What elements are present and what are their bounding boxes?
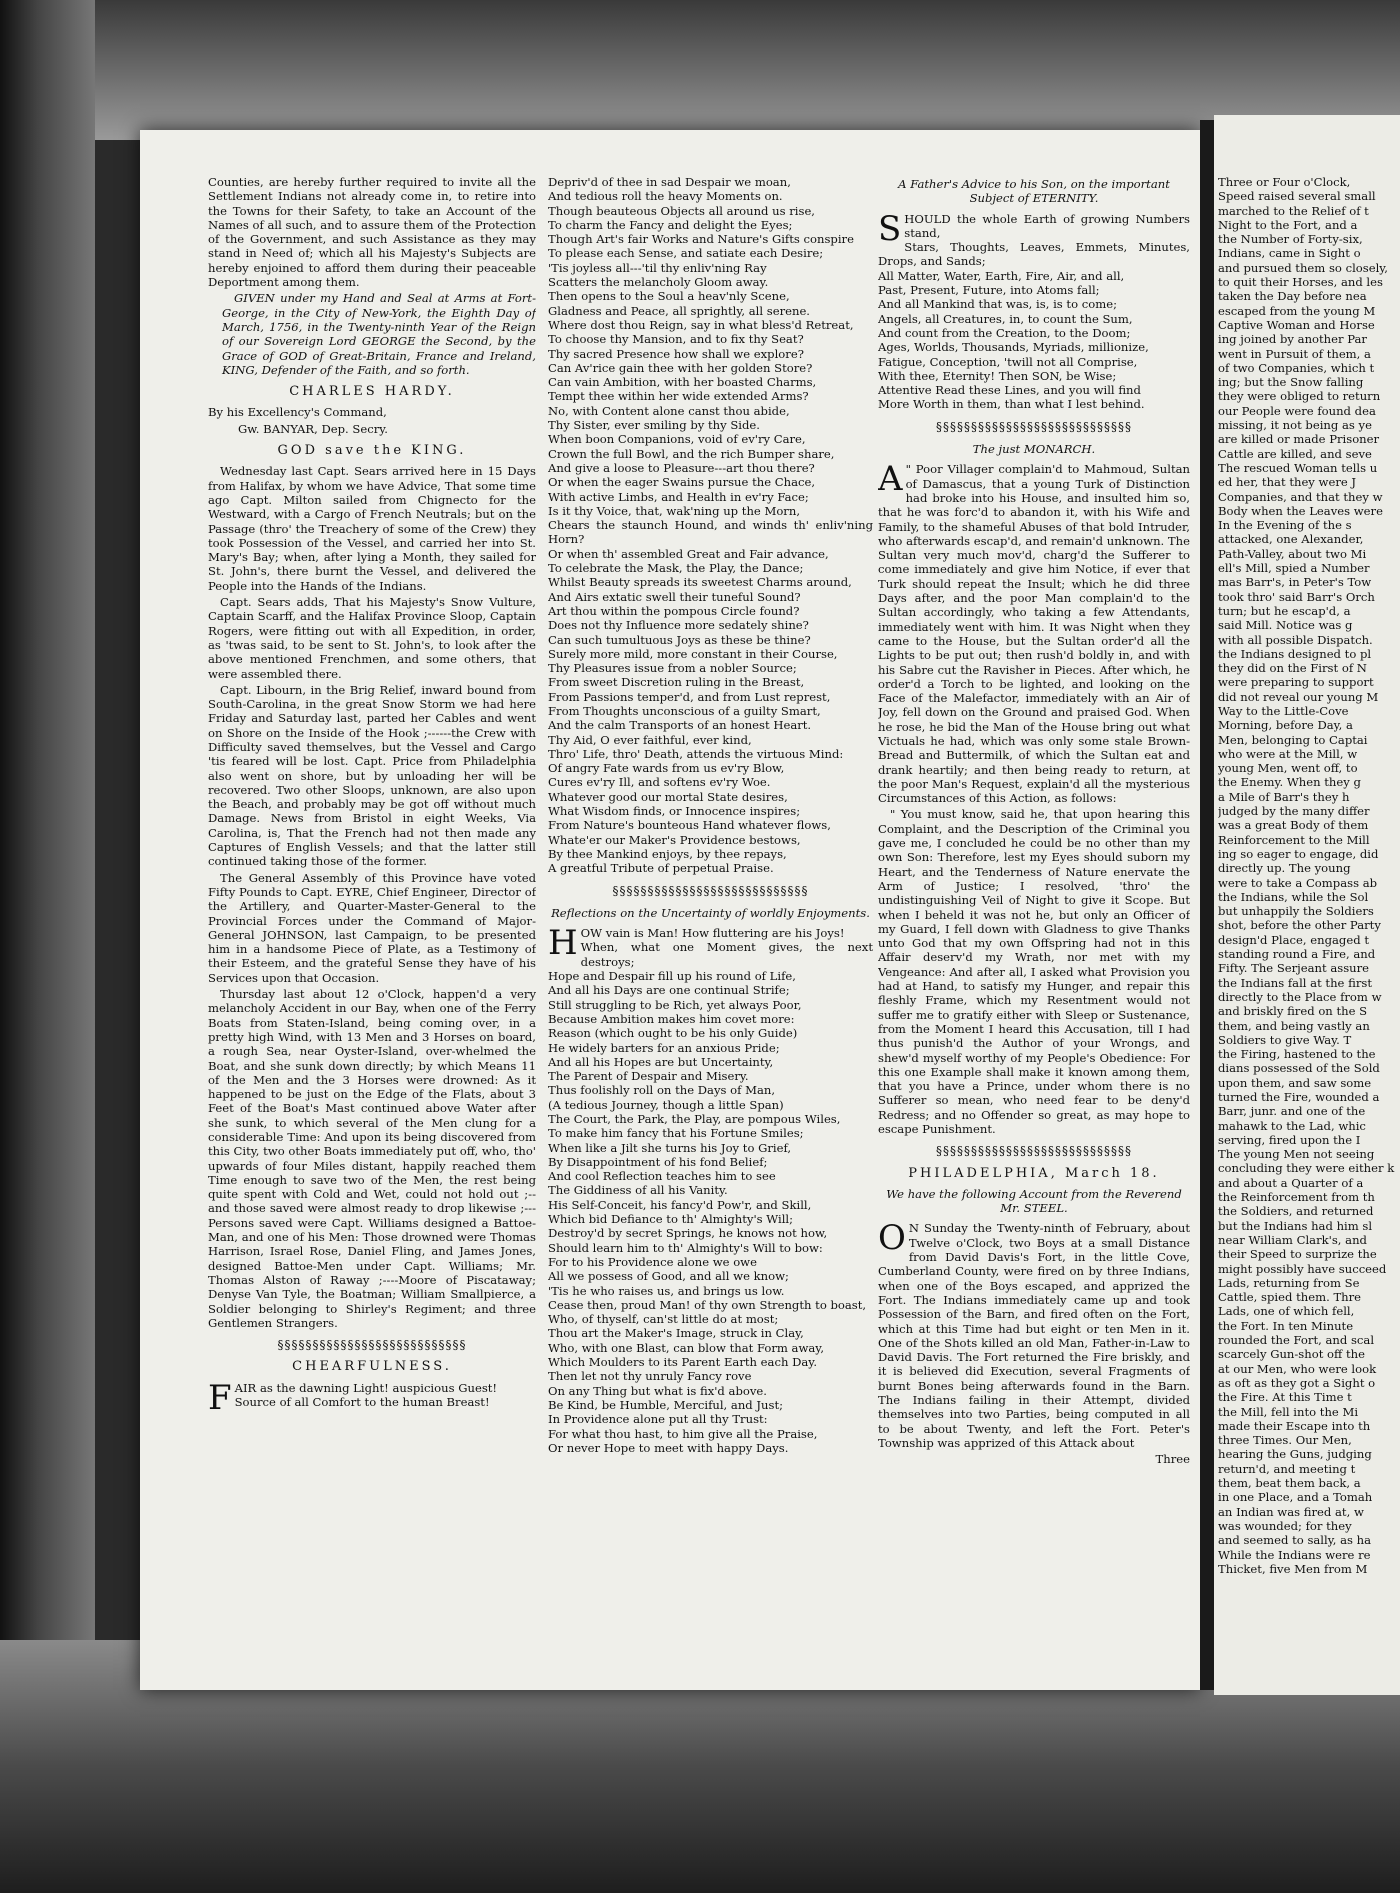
news-assembly: The General Assembly of this Province have voted Fifty Pounds to Capt. EYRE, Chief Engineer, Director of the Artillery, and Quarter-Master-General to the Provincial Forces under the Command of Major-General JOHNSON, last Campaign, to be presented him in a handsome Piece of Plate, as a Testimony of their Esteem, and the grateful Sense they have of his Services upon that Occasion. bbox=[208, 870, 536, 985]
scan-shadow-left bbox=[0, 0, 95, 1893]
reflections-title: Reflections on the Uncertainty of worldly Enjoyments. bbox=[551, 905, 870, 920]
philadelphia-report: N Sunday the Twenty-ninth of February, about Twelve o'Clock, two Boys at a small Distance from David Davis's Fort, in the little Cove, Cumberland County, were fired on by three Indians, when one of the Boys escaped, and apprized the Fort. The Indians immediately came up and took Possession of the Barn, and fired often on the Fort, which at this Time had but eight or ten Men in it. One of the Shots killed an old Man, Father-in-Law to David Davis. The Fort returned the Fire briskly, and it is believed did Execution, several Fragments of burnt Bones being afterwards found in the Barn. The Indians failing in their Attempt, divided themselves into two Parties, being computed in all to be about Twenty, and left the Fort. Peter's Township was apprized of this Attack about bbox=[878, 1221, 1190, 1450]
ornament-divider: §§§§§§§§§§§§§§§§§§§§§§§§§§§ bbox=[277, 1338, 467, 1353]
father-advice-title: A Father's Advice to his Son, on the important Subject of ETERNITY. bbox=[898, 177, 1170, 206]
philadelphia-dateline: PHILADELPHIA, March 18. bbox=[908, 1165, 1160, 1181]
drop-cap: O bbox=[878, 1218, 906, 1259]
news-halifax: Wednesday last Capt. Sears arrived here in 15 Days from Halifax, by whom we have Advice, That some time ago Capt. Milton sailed from Chignecto for the Westward, with a Cargo of French Neutrals; but on the Passage (thro' the Treachery of some of the Crew) they took Possession of the Vessel, and carried her into St. Mary's Bay; when, after lying a Month, they sailed for St. John's, there burnt the Vessel, and delivered the People into the Hands of the Indians. bbox=[208, 464, 536, 593]
facing-page-report: Three or Four o'Clock, Speed raised several small marched to the Relief of t Night to the Fort, and a the Number of Forty-six, Indians, came in Sight o and pursued them so closely, to quit their Horses, and les taken the Day before nea escaped from the young M Captive Woman and Horse ing joined by another Par went in Pursuit of them, a of two Companies, which t ing; but the Snow falling they were obliged to return our People were found dea missing, it not being as ye are killed or made Prisoner Cattle are killed, and seve The rescued Woman tells u ed her, that they were J Companies, and that they w Body when the Leaves were In the Evening of the s attacked, one Alexander, Path-Valley, about two Mi ell's Mill, spied a Number mas Barr's, in Peter's Tow took thro' said Barr's Orch turn; but he escap'd, a said Mill. Notice was g with all possible Dispatch. the Indians designed to pl they did on the First of N were preparing to support did not reveal our young M Way to the Little-Cove Morning, before Day, a Men, belonging to Captai who were at the Mill, w young Men, went off, to the Enemy. When they g a Mile of Barr's they h judged by the many differ was a great Body of them Reinforcement to the Mill ing so eager to engage, did directly up. The young were to take a Compass ab the Indians, while the Sol but unhappily the Soldiers shot, before the other Party design'd Place, engaged t standing round a Fire, and Fifty. The Serjeant assure the Indians fall at the first directly to the Place from w and briskly fired on the S them, and being vastly an Soldiers to give Way. T the Firing, hastened to the dians possessed of the Sold upon them, and saw some turned the Fire, wounded a Barr, junr. and one of the mahawk to the Lad, whic serving, fired upon the I The young Men not seeing concluding they were either k and about a Quarter of a the Reinforcement from th the Soldiers, and returned but the Indians had him sl near William Clark's, and their Speed to surprize the might possibly have succeed Lads, returning from Se Cattle, spied them. Thre Lads, one of which fell, the Fort. In ten Minute rounded the Fort, and scal scarcely Gun-shot off the at our Men, who were look as oft as they got a Sight o the Fire. At this Time t the Mill, fell into the Mi made their Escape into th three Times. Our Men, hearing the Guns, judging return'd, and meeting t them, beat them back, a in one Place, and a Tomah an Indian was fired at, w was wounded; for they and seemed to sally, as ha While the Indians were re Thicket, five Men from M bbox=[1218, 175, 1395, 1576]
monarch-story-part2: " You must know, said he, that upon hearing this Complaint, and the Description of the Criminal you gave me, I concluded he could be no other than my own Son: Therefore, lest my Eyes should suborn my Heart, and the Tenderness of Nature enervate the Arm of Justice; I resolved, 'thro' the undistinguishing Veil of Night to give it Scope. But when I beheld it was not he, but only an Officer of my Guard, I fell down with Gladness to give Thanks unto God that my own Offspring had not in this Affair deserv'd my Wrath, nor met with my Vengeance: And after all, I asked what Provision you had at Hand, to satisfy my Hunger, and repair this fleshly Frame, which my Resentment would not suffer me to gratify either with Sleep or Sustenance, from the Moment I heard this Accusation, till I had thus punish'd the Author of your Wrongs, and shew'd myself worthy of my People's Obedience: For this one Example shall make it known among them, that you have a Prince, under whom there is no Sufferer so mean, who need fear to be deny'd Redress; and no Offender so great, as may hope to escape Punishment. bbox=[878, 807, 1190, 1136]
page-gutter bbox=[1200, 120, 1214, 1690]
poem-father-advice: HOULD the whole Earth of growing Numbers stand, Stars, Thoughts, Leaves, Emmets, Minutes, Drops, and Sands; All Matter, Water, Earth, Fire, Air, and all, Past, Present, Future, into Atoms fall; And all Mankind that was, is, is to come; Angels, all Creatures, in, to count the Sum, And count from the Creation, to the Doom; Ages, Worlds, Thousands, Myriads, millionize, Fatigue, Conception, 'twill not all Comprise, With thee, Eternity! Then SON, be Wise; Attentive Read these Lines, and you will find More Worth in them, than what I lest behind. bbox=[878, 211, 1190, 412]
poem-reflections: OW vain is Man! How fluttering are his Joys! When, what one Moment gives, the next destroys; Hope and Despair fill up his round of Life, And all his Days are one continual Strife; Still struggling to be Rich, yet always Poor, Because Ambition makes him covet more: Reason (which ought to be his only Guide) He widely barters for an anxious Pride; And all his Hopes are but Uncertainty, The Parent of Despair and Misery. Thus foolishly roll on the Days of Man, (A tedious Journey, though a little Span) The Court, the Park, the Play, are pompous Wiles, To make him fancy that his Fortune Smiles; When like a Jilt she turns his Joy to Grief, By Disappointment of his fond Belief; And cool Reflection teaches him to see The Giddiness of all his Vanity. His Self-Conceit, his fancy'd Pow'r, and Skill, Which bid Defiance to th' Almighty's Will; Destroy'd by secret Springs, he knows not how, Should learn him to th' Almighty's Will to bow: For to his Providence alone we owe All we possess of Good, and all we know; 'Tis he who raises us, and brings us low. Cease then, proud Man! of thy own Strength to boast, Who, of thyself, can'st little do at most; Thou art the Maker's Image, struck in Clay, Who, with one Blast, can blow that Form away, Which Moulders to its Parent Earth each Day. Then let not thy unruly Fancy rove On any Thing but what is fix'd above. Be Kind, be Humble, Merciful, and Just; In Providence alone put all thy Trust: For what thou hast, to him give all the Praise, Or never Hope to meet with happy Days. bbox=[548, 926, 873, 1455]
monarch-story-part1: " Poor Villager complain'd to Mahmoud, Sultan of Damascus, that a young Turk of Distinction had broke into his House, and insulted him so, that he was forc'd to abandon it, with his Wife and Family, to the shameful Abuses of that bold Intruder, who afterwards escap'd, and remain'd unknown. The Sultan very much mov'd, charg'd the Sufferer to come immediately and give him Notice, if ever that Turk should repeat the Insult; which he did three Days after, and the poor Man complain'd to the Sultan accordingly, who taking a few Attendants, immediately went with him. It was Night when they came to the House, but the Sultan order'd all the Lights to be put out; then rush'd boldly in, and with his Sabre cut the Ravisher in Pieces. After which, he order'd a Torch to be lighted, and looking on the Face of the Malefactor, immediately with an Air of Joy, fell down on the Ground and praised God. When he rose, he bid the Man of the House bring out what Victuals he had, which was only some stale Brown-Bread and Buttermilk, of which the Sultan eat and drank heartily; and then being ready to return, at the poor Man's Request, explain'd all the mysterious Circumstances of this Action, as follows: bbox=[878, 462, 1190, 806]
column-4-facing-page bbox=[1218, 175, 1400, 1675]
catchword: Three bbox=[1155, 1452, 1190, 1467]
poem-chearfulness-continued: Depriv'd of thee in sad Despair we moan, And tedious roll the heavy Moments on. Though beauteous Objects all around us rise, To charm the Fancy and delight the Eyes; Though Art's fair Works and Nature's Gifts conspire To please each Sense, and satiate each Desire; 'Tis joyless all---'til thy enliv'ning Ray Scatters the melancholy Gloom away. Then opens to the Soul a heav'nly Scene, Gladness and Peace, all sprightly, all serene. Where dost thou Reign, say in what bless'd Retreat, To choose thy Mansion, and to fix thy Seat? Thy sacred Presence how shall we explore? Can Av'rice gain thee with her golden Store? Can vain Ambition, with her boasted Charms, Tempt thee within her wide extended Arms? No, with Content alone canst thou abide, Thy Sister, ever smiling by thy Side. When boon Companions, void of ev'ry Care, Crown the full Bowl, and the rich Bumper share, And give a loose to Pleasure---art thou there? Or when the eager Swains pursue the Chace, With active Limbs, and Health in ev'ry Face; Is it thy Voice, that, wak'ning up the Morn, Chears the staunch Hound, and winds th' enliv'ning Horn? Or when th' assembled Great and Fair advance, To celebrate the Mask, the Play, the Dance; Whilst Beauty spreads its sweetest Charms around, And Airs extatic swell their tuneful Sound? Art thou within the pompous Circle found? Does not thy Influence more sedately shine? Can such tumultuous Joys as these be thine? Surely more mild, more constant in their Course, Thy Pleasures issue from a nobler Source; From sweet Discretion ruling in the Breast, From Passions temper'd, and from Lust represt, From Thoughts unconscious of a guilty Smart, And the calm Transports of an honest Heart. Thy Aid, O ever faithful, ever kind, Thro' Life, thro' Death, attends the virtuous Mind: Of angry Fate wards from us ev'ry Blow, Cures ev'ry Ill, and softens ev'ry Woe. Whatever good our mortal State desires, What Wisdom finds, or Innocence inspires; From Nature's bounteous Hand whatever flows, Whate'er our Maker's Providence bestows, By thee Mankind enjoys, by thee repays, A greatful Tribute of perpetual Praise. bbox=[548, 175, 873, 876]
column-1 bbox=[208, 175, 536, 1675]
philadelphia-subhead: We have the following Account from the Reverend Mr. STEEL. bbox=[886, 1186, 1182, 1216]
command-line: By his Excellency's Command, bbox=[208, 405, 387, 420]
ornament-divider: §§§§§§§§§§§§§§§§§§§§§§§§§§§§ bbox=[612, 883, 809, 898]
drop-cap: F bbox=[208, 1377, 232, 1418]
column-3 bbox=[878, 175, 1190, 1675]
column-2 bbox=[548, 175, 873, 1675]
secretary-line: Gw. BANYAR, Dep. Secry. bbox=[238, 421, 388, 436]
drop-cap: H bbox=[548, 923, 578, 964]
news-libourn: Capt. Libourn, in the Brig Relief, inward bound from South-Carolina, in the great Snow Storm we had here Friday and Saturday last, parted her Cables and went on Shore on the Inside of the Hook ;------the Crew with Difficulty saved themselves, but the Vessel and Cargo 'tis feared will be lost. Capt. Price from Philadelphia also went on shore, but by unloading her will be recovered. Two other Sloops, unknown, are also upon the Beach, and probably may be got off without much Damage. News from Bristol in eight Weeks, Via Carolina, is, That the French had not then made any Captures of English Vessels; and that the latter still continued taking those of the former. bbox=[208, 682, 536, 869]
news-sears: Capt. Sears adds, That his Majesty's Snow Vulture, Captain Scarff, and the Halifax Province Sloop, Captain Rogers, were fitting out with all Expedition, in order, as 'twas said, to be sent to St. John's, to look after the above mentioned Frenchmen, and some others, that were assembled there. bbox=[208, 595, 536, 681]
scan-shadow-top bbox=[0, 0, 1400, 140]
just-monarch-title: The just MONARCH. bbox=[972, 442, 1096, 457]
drop-cap: S bbox=[878, 208, 902, 249]
signer-name: CHARLES HARDY. bbox=[289, 384, 455, 400]
news-ferry-accident: Thursday last about 12 o'Clock, happen'd a very melancholy Accident in our Bay, when one of the Ferry Boats from Staten-Island, being coming over, in a pretty high Wind, with 13 Men and 3 Horses on board, a rough Sea, near Oyster-Island, over-whelmed the Boat, and she sunk down directly; by which Means 11 of the Men and the 3 Horses were drowned: As it happened to be just on the Edge of the Flats, about 3 Feet of the Boat's Mast continued above Water after she sunk, to which several of the Men clung for a considerable Time: And upon its being discovered from this City, two other Boats immediately put off, who, tho' upwards of four Miles distant, happily reached them Time enough to save two of the Men, the rest being quite spent with Cold and Wet, could not hold out ;--and those saved were almost ready to drop likewise ;---Persons saved were Capt. Williams designed a Battoe-Man, and one of his Men: Those drowned were Thomas Harrison, Israel Rose, Daniel Fling, and James Jones, designed Battoe-Men under Capt. Williams; Mr. Thomas Alston of Raway ;----Moore of Piscataway; Denyse Van Tyle, the Boatman; William Smallpierce, a Soldier belonging to Shirley's Regiment; and three Gentlemen Strangers. bbox=[208, 987, 536, 1330]
ornament-divider: §§§§§§§§§§§§§§§§§§§§§§§§§§§§ bbox=[936, 419, 1132, 434]
ornament-divider: §§§§§§§§§§§§§§§§§§§§§§§§§§§§ bbox=[936, 1144, 1132, 1159]
proclamation-given: GIVEN under my Hand and Seal at Arms at Fort-George, in the City of New-York, the Eighth Day of March, 1756, in the Twenty-ninth Year of the Reign of our Sovereign Lord GEORGE the Second, by the Grace of GOD of Great-Britain, France and Ireland, KING, Defender of the Faith, and so forth. bbox=[222, 291, 536, 377]
proclamation-opening: Counties, are hereby further required to invite all the Settlement Indians not already come in, to retire into the Towns for their Safety, to take an Account of the Names of all such, and to assure them of the Protection of the Government, and such Assistance as they may stand in Need of; which all his Majesty's Subjects are hereby enjoined to afford them during their peaceable Deportment among them. bbox=[208, 175, 536, 290]
poem-title-chearfulness: CHEARFULNESS. bbox=[292, 1359, 452, 1375]
drop-cap: A bbox=[878, 459, 903, 500]
god-save-king: GOD save the KING. bbox=[277, 443, 467, 459]
poem-chearfulness-start: AIR as the dawning Light! auspicious Guest! Source of all Comfort to the human Breast! bbox=[234, 1380, 498, 1410]
